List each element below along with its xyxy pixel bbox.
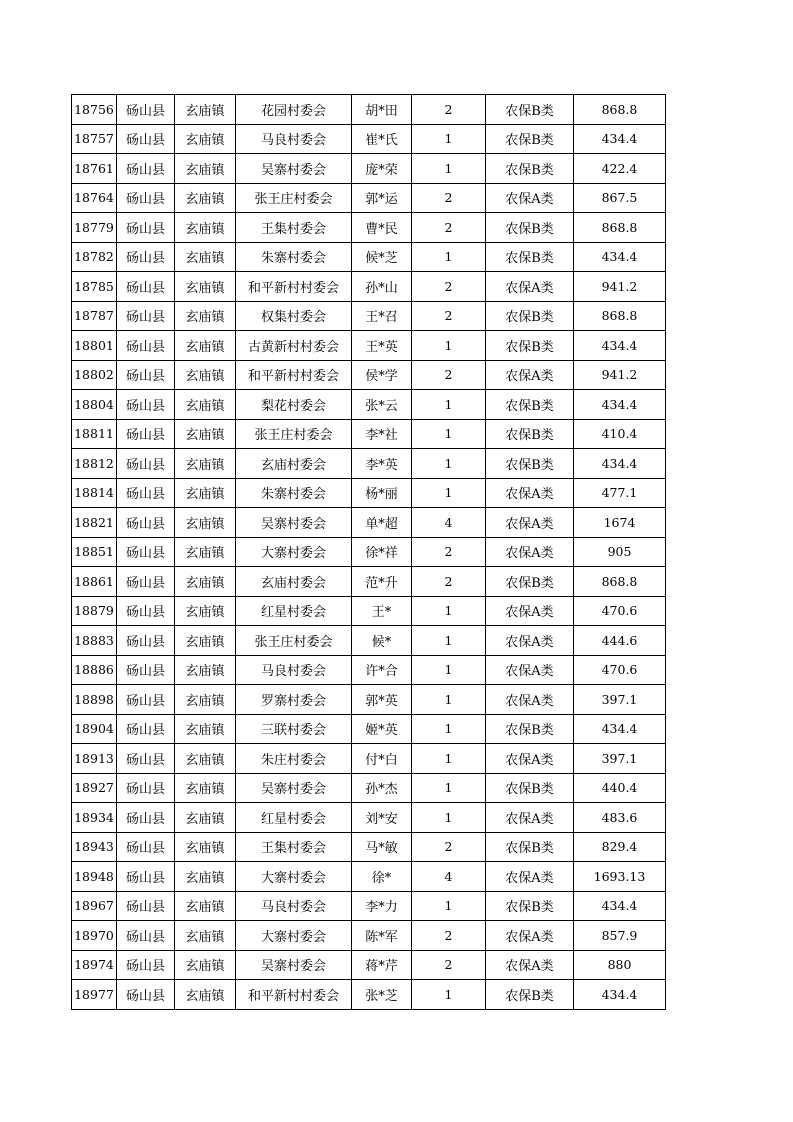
name-cell: 徐* bbox=[352, 862, 412, 892]
insurance-type-cell: 农保B类 bbox=[486, 449, 574, 479]
household-count-cell: 2 bbox=[412, 213, 486, 243]
county-cell: 砀山县 bbox=[117, 921, 175, 951]
household-count-cell: 2 bbox=[412, 921, 486, 951]
amount-cell: 941.2 bbox=[574, 360, 666, 390]
record-id-cell: 18904 bbox=[72, 714, 117, 744]
table-row bbox=[72, 567, 666, 597]
town-cell: 玄庙镇 bbox=[175, 950, 236, 980]
household-count-cell: 1 bbox=[412, 803, 486, 833]
insurance-type-cell: 农保B类 bbox=[486, 980, 574, 1010]
town-cell: 玄庙镇 bbox=[175, 272, 236, 302]
table-row bbox=[72, 183, 666, 213]
town-cell: 玄庙镇 bbox=[175, 862, 236, 892]
record-id-cell: 18943 bbox=[72, 832, 117, 862]
town-cell: 玄庙镇 bbox=[175, 714, 236, 744]
name-cell: 许*合 bbox=[352, 655, 412, 685]
amount-cell: 434.4 bbox=[574, 980, 666, 1010]
table-row bbox=[72, 213, 666, 243]
table-row bbox=[72, 891, 666, 921]
county-cell: 砀山县 bbox=[117, 124, 175, 154]
village-cell: 朱寨村委会 bbox=[236, 242, 352, 272]
insurance-type-cell: 农保B类 bbox=[486, 714, 574, 744]
village-cell: 吴寨村委会 bbox=[236, 154, 352, 184]
household-count-cell: 2 bbox=[412, 950, 486, 980]
county-cell: 砀山县 bbox=[117, 95, 175, 125]
table-row bbox=[72, 154, 666, 184]
county-cell: 砀山县 bbox=[117, 567, 175, 597]
village-cell: 梨花村委会 bbox=[236, 390, 352, 420]
insurance-type-cell: 农保A类 bbox=[486, 950, 574, 980]
table-row bbox=[72, 950, 666, 980]
insurance-type-cell: 农保A类 bbox=[486, 596, 574, 626]
table-row bbox=[72, 124, 666, 154]
household-count-cell: 1 bbox=[412, 596, 486, 626]
village-cell: 和平新村村委会 bbox=[236, 272, 352, 302]
town-cell: 玄庙镇 bbox=[175, 390, 236, 420]
record-id-cell: 18756 bbox=[72, 95, 117, 125]
county-cell: 砀山县 bbox=[117, 537, 175, 567]
name-cell: 陈*军 bbox=[352, 921, 412, 951]
town-cell: 玄庙镇 bbox=[175, 124, 236, 154]
town-cell: 玄庙镇 bbox=[175, 449, 236, 479]
amount-cell: 868.8 bbox=[574, 95, 666, 125]
town-cell: 玄庙镇 bbox=[175, 154, 236, 184]
amount-cell: 434.4 bbox=[574, 390, 666, 420]
record-id-cell: 18785 bbox=[72, 272, 117, 302]
amount-cell: 434.4 bbox=[574, 124, 666, 154]
village-cell: 玄庙村委会 bbox=[236, 449, 352, 479]
insurance-type-cell: 农保B类 bbox=[486, 95, 574, 125]
insurance-type-cell: 农保A类 bbox=[486, 537, 574, 567]
record-id-cell: 18812 bbox=[72, 449, 117, 479]
name-cell: 张*云 bbox=[352, 390, 412, 420]
amount-cell: 941.2 bbox=[574, 272, 666, 302]
village-cell: 吴寨村委会 bbox=[236, 508, 352, 538]
record-id-cell: 18970 bbox=[72, 921, 117, 951]
record-id-cell: 18851 bbox=[72, 537, 117, 567]
town-cell: 玄庙镇 bbox=[175, 773, 236, 803]
household-count-cell: 1 bbox=[412, 390, 486, 420]
town-cell: 玄庙镇 bbox=[175, 626, 236, 656]
county-cell: 砀山县 bbox=[117, 714, 175, 744]
amount-cell: 1674 bbox=[574, 508, 666, 538]
county-cell: 砀山县 bbox=[117, 390, 175, 420]
insurance-type-cell: 农保A类 bbox=[486, 655, 574, 685]
town-cell: 玄庙镇 bbox=[175, 744, 236, 774]
county-cell: 砀山县 bbox=[117, 213, 175, 243]
name-cell: 付*白 bbox=[352, 744, 412, 774]
insurance-type-cell: 农保B类 bbox=[486, 301, 574, 331]
insurance-type-cell: 农保A类 bbox=[486, 744, 574, 774]
town-cell: 玄庙镇 bbox=[175, 360, 236, 390]
record-id-cell: 18804 bbox=[72, 390, 117, 420]
amount-cell: 829.4 bbox=[574, 832, 666, 862]
town-cell: 玄庙镇 bbox=[175, 508, 236, 538]
town-cell: 玄庙镇 bbox=[175, 596, 236, 626]
village-cell: 张王庄村委会 bbox=[236, 626, 352, 656]
table-row bbox=[72, 242, 666, 272]
name-cell: 王* bbox=[352, 596, 412, 626]
table-row bbox=[72, 744, 666, 774]
insurance-type-cell: 农保A类 bbox=[486, 862, 574, 892]
village-cell: 张王庄村委会 bbox=[236, 419, 352, 449]
village-cell: 和平新村村委会 bbox=[236, 980, 352, 1010]
insurance-type-cell: 农保A类 bbox=[486, 478, 574, 508]
amount-cell: 868.8 bbox=[574, 567, 666, 597]
amount-cell: 444.6 bbox=[574, 626, 666, 656]
name-cell: 崔*氏 bbox=[352, 124, 412, 154]
amount-cell: 410.4 bbox=[574, 419, 666, 449]
household-count-cell: 1 bbox=[412, 124, 486, 154]
county-cell: 砀山县 bbox=[117, 301, 175, 331]
insurance-type-cell: 农保A类 bbox=[486, 272, 574, 302]
table-row bbox=[72, 685, 666, 715]
county-cell: 砀山县 bbox=[117, 980, 175, 1010]
table-row bbox=[72, 301, 666, 331]
name-cell: 郭*运 bbox=[352, 183, 412, 213]
insurance-type-cell: 农保B类 bbox=[486, 891, 574, 921]
name-cell: 王*英 bbox=[352, 331, 412, 361]
insurance-type-cell: 农保A类 bbox=[486, 360, 574, 390]
village-cell: 大寨村委会 bbox=[236, 862, 352, 892]
record-id-cell: 18782 bbox=[72, 242, 117, 272]
record-id-cell: 18977 bbox=[72, 980, 117, 1010]
record-id-cell: 18934 bbox=[72, 803, 117, 833]
name-cell: 李*力 bbox=[352, 891, 412, 921]
name-cell: 张*芝 bbox=[352, 980, 412, 1010]
town-cell: 玄庙镇 bbox=[175, 567, 236, 597]
household-count-cell: 1 bbox=[412, 419, 486, 449]
table-row bbox=[72, 626, 666, 656]
county-cell: 砀山县 bbox=[117, 950, 175, 980]
name-cell: 王*召 bbox=[352, 301, 412, 331]
town-cell: 玄庙镇 bbox=[175, 478, 236, 508]
record-id-cell: 18814 bbox=[72, 478, 117, 508]
county-cell: 砀山县 bbox=[117, 419, 175, 449]
household-count-cell: 2 bbox=[412, 183, 486, 213]
amount-cell: 434.4 bbox=[574, 891, 666, 921]
county-cell: 砀山县 bbox=[117, 449, 175, 479]
village-cell: 马良村委会 bbox=[236, 891, 352, 921]
village-cell: 王集村委会 bbox=[236, 213, 352, 243]
amount-cell: 905 bbox=[574, 537, 666, 567]
name-cell: 孙*杰 bbox=[352, 773, 412, 803]
table-row bbox=[72, 862, 666, 892]
county-cell: 砀山县 bbox=[117, 655, 175, 685]
table-row bbox=[72, 331, 666, 361]
county-cell: 砀山县 bbox=[117, 803, 175, 833]
record-id-cell: 18913 bbox=[72, 744, 117, 774]
town-cell: 玄庙镇 bbox=[175, 213, 236, 243]
county-cell: 砀山县 bbox=[117, 154, 175, 184]
name-cell: 单*超 bbox=[352, 508, 412, 538]
record-id-cell: 18821 bbox=[72, 508, 117, 538]
amount-cell: 483.6 bbox=[574, 803, 666, 833]
household-count-cell: 1 bbox=[412, 980, 486, 1010]
county-cell: 砀山县 bbox=[117, 508, 175, 538]
village-cell: 王集村委会 bbox=[236, 832, 352, 862]
insurance-type-cell: 农保A类 bbox=[486, 803, 574, 833]
amount-cell: 434.4 bbox=[574, 714, 666, 744]
record-id-cell: 18787 bbox=[72, 301, 117, 331]
village-cell: 古黄新村村委会 bbox=[236, 331, 352, 361]
insurance-type-cell: 农保B类 bbox=[486, 213, 574, 243]
household-count-cell: 1 bbox=[412, 626, 486, 656]
table-row bbox=[72, 537, 666, 567]
table-row bbox=[72, 360, 666, 390]
village-cell: 大寨村委会 bbox=[236, 921, 352, 951]
name-cell: 孙*山 bbox=[352, 272, 412, 302]
name-cell: 李*社 bbox=[352, 419, 412, 449]
insurance-type-cell: 农保B类 bbox=[486, 832, 574, 862]
amount-cell: 477.1 bbox=[574, 478, 666, 508]
household-count-cell: 2 bbox=[412, 567, 486, 597]
record-id-cell: 18898 bbox=[72, 685, 117, 715]
insurance-type-cell: 农保A类 bbox=[486, 508, 574, 538]
county-cell: 砀山县 bbox=[117, 360, 175, 390]
subsidy-table bbox=[71, 94, 666, 1010]
household-count-cell: 1 bbox=[412, 449, 486, 479]
insurance-type-cell: 农保B类 bbox=[486, 242, 574, 272]
table-row bbox=[72, 95, 666, 125]
town-cell: 玄庙镇 bbox=[175, 980, 236, 1010]
name-cell: 候* bbox=[352, 626, 412, 656]
village-cell: 花园村委会 bbox=[236, 95, 352, 125]
county-cell: 砀山县 bbox=[117, 862, 175, 892]
village-cell: 红星村委会 bbox=[236, 803, 352, 833]
town-cell: 玄庙镇 bbox=[175, 95, 236, 125]
record-id-cell: 18861 bbox=[72, 567, 117, 597]
record-id-cell: 18757 bbox=[72, 124, 117, 154]
record-id-cell: 18779 bbox=[72, 213, 117, 243]
table-row bbox=[72, 803, 666, 833]
household-count-cell: 1 bbox=[412, 685, 486, 715]
name-cell: 范*升 bbox=[352, 567, 412, 597]
village-cell: 大寨村委会 bbox=[236, 537, 352, 567]
amount-cell: 470.6 bbox=[574, 596, 666, 626]
table-row bbox=[72, 714, 666, 744]
insurance-type-cell: 农保A类 bbox=[486, 626, 574, 656]
town-cell: 玄庙镇 bbox=[175, 921, 236, 951]
name-cell: 郭*英 bbox=[352, 685, 412, 715]
village-cell: 权集村委会 bbox=[236, 301, 352, 331]
town-cell: 玄庙镇 bbox=[175, 183, 236, 213]
household-count-cell: 2 bbox=[412, 272, 486, 302]
table-row bbox=[72, 272, 666, 302]
household-count-cell: 1 bbox=[412, 891, 486, 921]
village-cell: 三联村委会 bbox=[236, 714, 352, 744]
village-cell: 红星村委会 bbox=[236, 596, 352, 626]
insurance-type-cell: 农保A类 bbox=[486, 685, 574, 715]
household-count-cell: 1 bbox=[412, 331, 486, 361]
table-row bbox=[72, 449, 666, 479]
insurance-type-cell: 农保B类 bbox=[486, 567, 574, 597]
record-id-cell: 18886 bbox=[72, 655, 117, 685]
table-row bbox=[72, 596, 666, 626]
record-id-cell: 18927 bbox=[72, 773, 117, 803]
record-id-cell: 18967 bbox=[72, 891, 117, 921]
amount-cell: 397.1 bbox=[574, 744, 666, 774]
town-cell: 玄庙镇 bbox=[175, 832, 236, 862]
town-cell: 玄庙镇 bbox=[175, 803, 236, 833]
record-id-cell: 18879 bbox=[72, 596, 117, 626]
insurance-type-cell: 农保A类 bbox=[486, 183, 574, 213]
insurance-type-cell: 农保B类 bbox=[486, 773, 574, 803]
record-id-cell: 18802 bbox=[72, 360, 117, 390]
table-row bbox=[72, 655, 666, 685]
county-cell: 砀山县 bbox=[117, 832, 175, 862]
household-count-cell: 1 bbox=[412, 744, 486, 774]
household-count-cell: 2 bbox=[412, 95, 486, 125]
amount-cell: 397.1 bbox=[574, 685, 666, 715]
name-cell: 侯*学 bbox=[352, 360, 412, 390]
household-count-cell: 4 bbox=[412, 508, 486, 538]
county-cell: 砀山县 bbox=[117, 183, 175, 213]
county-cell: 砀山县 bbox=[117, 478, 175, 508]
household-count-cell: 1 bbox=[412, 773, 486, 803]
insurance-type-cell: 农保B类 bbox=[486, 154, 574, 184]
record-id-cell: 18883 bbox=[72, 626, 117, 656]
county-cell: 砀山县 bbox=[117, 744, 175, 774]
insurance-type-cell: 农保B类 bbox=[486, 390, 574, 420]
amount-cell: 857.9 bbox=[574, 921, 666, 951]
town-cell: 玄庙镇 bbox=[175, 301, 236, 331]
county-cell: 砀山县 bbox=[117, 272, 175, 302]
town-cell: 玄庙镇 bbox=[175, 891, 236, 921]
household-count-cell: 1 bbox=[412, 655, 486, 685]
village-cell: 和平新村村委会 bbox=[236, 360, 352, 390]
name-cell: 刘*安 bbox=[352, 803, 412, 833]
village-cell: 玄庙村委会 bbox=[236, 567, 352, 597]
record-id-cell: 18761 bbox=[72, 154, 117, 184]
household-count-cell: 1 bbox=[412, 154, 486, 184]
county-cell: 砀山县 bbox=[117, 773, 175, 803]
household-count-cell: 1 bbox=[412, 714, 486, 744]
record-id-cell: 18801 bbox=[72, 331, 117, 361]
name-cell: 候*芝 bbox=[352, 242, 412, 272]
insurance-type-cell: 农保B类 bbox=[486, 331, 574, 361]
name-cell: 庞*荣 bbox=[352, 154, 412, 184]
village-cell: 朱庄村委会 bbox=[236, 744, 352, 774]
town-cell: 玄庙镇 bbox=[175, 537, 236, 567]
village-cell: 罗寨村委会 bbox=[236, 685, 352, 715]
village-cell: 吴寨村委会 bbox=[236, 950, 352, 980]
town-cell: 玄庙镇 bbox=[175, 655, 236, 685]
town-cell: 玄庙镇 bbox=[175, 685, 236, 715]
village-cell: 张王庄村委会 bbox=[236, 183, 352, 213]
name-cell: 蒋*芹 bbox=[352, 950, 412, 980]
amount-cell: 880 bbox=[574, 950, 666, 980]
amount-cell: 434.4 bbox=[574, 331, 666, 361]
amount-cell: 867.5 bbox=[574, 183, 666, 213]
village-cell: 朱寨村委会 bbox=[236, 478, 352, 508]
amount-cell: 434.4 bbox=[574, 242, 666, 272]
county-cell: 砀山县 bbox=[117, 596, 175, 626]
town-cell: 玄庙镇 bbox=[175, 242, 236, 272]
household-count-cell: 1 bbox=[412, 242, 486, 272]
village-cell: 马良村委会 bbox=[236, 124, 352, 154]
county-cell: 砀山县 bbox=[117, 685, 175, 715]
name-cell: 曹*民 bbox=[352, 213, 412, 243]
table-row bbox=[72, 478, 666, 508]
amount-cell: 440.4 bbox=[574, 773, 666, 803]
household-count-cell: 1 bbox=[412, 478, 486, 508]
town-cell: 玄庙镇 bbox=[175, 419, 236, 449]
amount-cell: 868.8 bbox=[574, 301, 666, 331]
amount-cell: 868.8 bbox=[574, 213, 666, 243]
record-id-cell: 18764 bbox=[72, 183, 117, 213]
amount-cell: 422.4 bbox=[574, 154, 666, 184]
table-row bbox=[72, 508, 666, 538]
table-row bbox=[72, 419, 666, 449]
county-cell: 砀山县 bbox=[117, 891, 175, 921]
amount-cell: 470.6 bbox=[574, 655, 666, 685]
name-cell: 徐*祥 bbox=[352, 537, 412, 567]
household-count-cell: 2 bbox=[412, 301, 486, 331]
county-cell: 砀山县 bbox=[117, 242, 175, 272]
table-row bbox=[72, 773, 666, 803]
name-cell: 姬*英 bbox=[352, 714, 412, 744]
insurance-type-cell: 农保A类 bbox=[486, 921, 574, 951]
amount-cell: 434.4 bbox=[574, 449, 666, 479]
village-cell: 吴寨村委会 bbox=[236, 773, 352, 803]
insurance-type-cell: 农保B类 bbox=[486, 419, 574, 449]
name-cell: 李*英 bbox=[352, 449, 412, 479]
name-cell: 杨*丽 bbox=[352, 478, 412, 508]
table-row bbox=[72, 390, 666, 420]
name-cell: 胡*田 bbox=[352, 95, 412, 125]
table-row bbox=[72, 832, 666, 862]
table-body bbox=[72, 95, 666, 1010]
record-id-cell: 18811 bbox=[72, 419, 117, 449]
amount-cell: 1693.13 bbox=[574, 862, 666, 892]
household-count-cell: 2 bbox=[412, 360, 486, 390]
table-row bbox=[72, 980, 666, 1010]
table-row bbox=[72, 921, 666, 951]
county-cell: 砀山县 bbox=[117, 626, 175, 656]
record-id-cell: 18948 bbox=[72, 862, 117, 892]
record-id-cell: 18974 bbox=[72, 950, 117, 980]
household-count-cell: 2 bbox=[412, 537, 486, 567]
village-cell: 马良村委会 bbox=[236, 655, 352, 685]
insurance-type-cell: 农保B类 bbox=[486, 124, 574, 154]
household-count-cell: 4 bbox=[412, 862, 486, 892]
town-cell: 玄庙镇 bbox=[175, 331, 236, 361]
county-cell: 砀山县 bbox=[117, 331, 175, 361]
household-count-cell: 2 bbox=[412, 832, 486, 862]
name-cell: 马*敏 bbox=[352, 832, 412, 862]
